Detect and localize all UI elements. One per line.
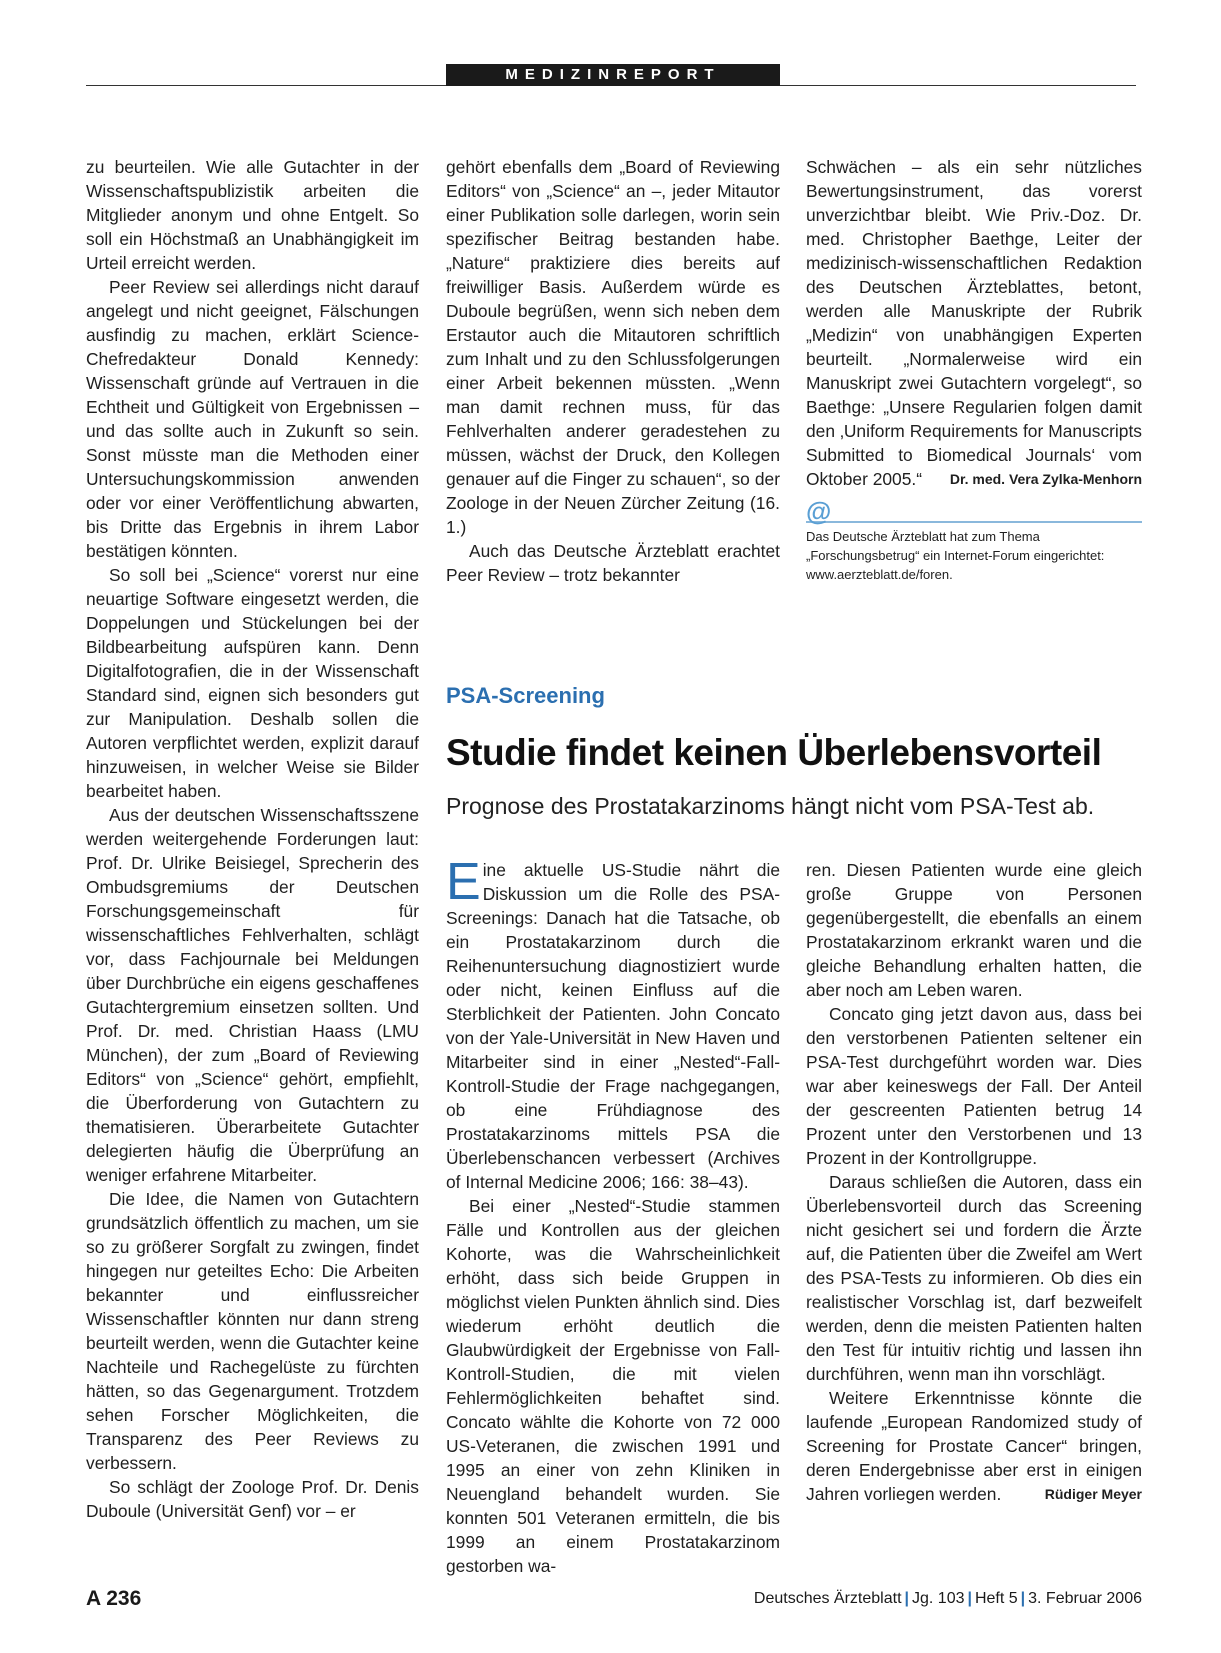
at-sign-icon: @ [806, 496, 832, 526]
column-2 [446, 155, 780, 587]
paragraph [446, 853, 780, 1194]
article-headline: Studie findet keinen Überlebensvorteil [446, 732, 1102, 773]
paragraph-text: Schwächen – als ein sehr nützliches Bewertungsinstrument, das vorerst unverzichtbar bleibt. Wie Priv.-Doz. Dr. med. Christopher Baethge, Leiter der medizinisch-wissenschaftlichen Redaktion des Deutschen Ärzteblattes, betont, werden alle Manuskripte der Rubrik „Medizin“ von unabhängigen Experten beurteilt. „Normalerweise wird ein Manuskript zwei Gutachtern vorgelegt“, so Baethge: „Unsere Regularien folgen damit den ‚Uniform Requirements for Manuscripts Submitted to Biomedical Journals‘ vom Oktober 2005.“ [806, 157, 1142, 489]
paragraph: Concato ging jetzt davon aus, dass bei den verstorbenen Patienten seltener ein PSA-Test durchgeführt worden war. Dies war aber keineswegs der Fall. Der Anteil der gescreenten Patienten betrug 14 Prozent unter den Verstorbenen und 13 Prozent in der Kontrollgruppe. [806, 1004, 1142, 1168]
journal-issue: Heft 5 [974, 1590, 1018, 1607]
paragraph [806, 1386, 1142, 1506]
divider [806, 521, 1142, 523]
paragraph: gehört ebenfalls dem „Board of Reviewing Editors“ von „Science“ an –, jeder Mitautor einer Publikation solle darlegen, worin sein spezifischer Beitrag bestanden habe. „Nature“ praktiziere dies bereits auf freiwilliger Basis. Außerdem würde es Duboule begrüßen, wenn sich neben dem Erstautor auch die Mitautoren schriftlich zum Inhalt und zu den Schlussfolgerungen einer Arbeit bekennen müssten. „Wenn man damit rechnen muss, für das Fehlverhalten anderer geradestehen zu müssen, wächst der Druck, den Kollegen genauer auf die Finger zu schauen“, so der Zoologe in der Neuen Zürcher Zeitung (16. 1.) [446, 157, 780, 537]
journal-date: 3. Februar 2006 [1028, 1590, 1142, 1607]
paragraph: zu beurteilen. Wie alle Gutachter in der Wissenschaftspublizistik arbeiten die Mitglieder anonym und ohne Entgelt. So soll ein Höchstmaß an Unabhängigkeit im Urteil erreicht werden. [86, 157, 419, 273]
paragraph-text: ine aktuelle US-Studie nährt die Diskussion um die Rolle des PSA-Screenings: Danach hat die Tatsache, ob ein Prostatakarzinom durch die Reihenuntersuchung diagnostiziert wurde oder nicht, keinen Einfluss auf die Sterblichkeit der Patienten. John Concato von der Yale-Universität in New Haven und Mitarbeiter sind in einer „Nested“-Fall-Kontroll-Studie der Frage nachgegangen, ob eine Frühdiagnose des Prostatakarzinoms mittels PSA die Überlebenschancen verbessert (Archives of Internal Medicine 2006; 166: 38–43). [446, 860, 780, 1192]
paragraph: ren. Diesen Patienten wurde eine gleich große Gruppe von Personen gegenübergestellt, die ebenfalls an einem Prostatakarzinom erkrankt waren und die gleiche Behandlung erhalten hatten, die aber noch am Leben waren. [806, 860, 1142, 1000]
separator: | [967, 1590, 972, 1607]
paragraph: Auch das Deutsche Ärzteblatt erachtet Peer Review – trotz bekannter [446, 541, 780, 585]
article-kicker: PSA-Screening [446, 683, 605, 708]
journal-name: Deutsches Ärzteblatt [753, 1590, 902, 1607]
paragraph: Aus der deutschen Wissenschaftsszene werden weitergehende Forderungen laut: Prof. Dr. Ulrike Beisiegel, Sprecherin des Ombudsgremiums der Deutschen Forschungsgemeinschaft für wissenschaftliches Fehlverhalten, schlägt vor, dass Fachjournale bei Meldungen über Durchbrüche ein eigens geschaffenes Gutachtergremium einsetzen sollten. Und Prof. Dr. med. Christian Haass (LMU München), der zum „Board of Reviewing Editors“ von „Science“ gehört, empfiehlt, die Überforderung von Gutachtern zu thematisieren. Überarbeitete Gutachter delegierten häufig die Überprüfung an weniger erfahrene Mitarbeiter. [86, 805, 419, 1185]
column-3 [806, 155, 1142, 584]
paragraph: Bei einer „Nested“-Studie stammen Fälle und Kontrollen aus der gleichen Kohorte, was die Wahrscheinlichkeit erhöht, dass sich beide Gruppen in möglichst vielen Punkten ähnlich sind. Dies wiederum erhöht deutlich die Glaubwürdigkeit der Ergebnisse von Fall-Kontroll-Studien, die mit vielen Fehlermöglichkeiten behaftet sind. Concato wählte die Kohorte von 72 000 US-Veteranen, die zwischen 1991 und 1995 an einer von zehn Kliniken in Neuengland behandelt wurden. Sie konnten 501 Veteranen ermitteln, die bis 1999 an einem Prostatakarzinom gestorben wa- [446, 1196, 780, 1576]
journal-footer [754, 1590, 1142, 1608]
paragraph [806, 155, 1142, 491]
article-column-2 [806, 858, 1142, 1506]
drop-cap: E [446, 853, 481, 911]
page-number: A 236 [86, 1587, 142, 1610]
paragraph: So soll bei „Science“ vorerst nur eine neuartige Software eingesetzt werden, die Doppelungen und Stückelungen bei der Bildbearbeitung aufspüren kann. Denn Digitalfotografien, die in der Wissenschaft Standard sind, eignen sich besonders gut zur Manipulation. Deshalb sollen die Autoren verpflichtet werden, explizit darauf hinzuweisen, in welcher Weise sie Bilder bearbeitet haben. [86, 565, 419, 801]
author-byline: Rüdiger Meyer [1044, 1486, 1142, 1502]
separator: | [904, 1590, 909, 1607]
article-column-1 [446, 853, 780, 1578]
forum-note: Das Deutsche Ärzteblatt hat zum Thema „Forschungsbetrug“ ein Internet-Forum eingerichtet: www.aerzteblatt.de/foren. [806, 529, 1105, 582]
journal-volume: Jg. 103 [912, 1590, 965, 1607]
paragraph: Daraus schließen die Autoren, dass ein Überlebensvorteil durch das Screening nicht gesichert sei und fordern die Ärzte auf, die Patienten über die Zweifel am Wert des PSA-Tests zu informieren. Ob dies ein realistischer Vorschlag ist, darf bezweifelt werden, denn die meisten Patienten halten den Test für intuitiv richtig und lassen ihn durchführen, wenn man ihn vorschlägt. [806, 1172, 1142, 1384]
paragraph-text: Weitere Erkenntnisse könnte die laufende „European Randomized study of Screening for Prostate Cancer“ bringen, deren Endergebnisse aber erst in einigen Jahren vorliegen werden. [806, 1388, 1142, 1504]
paragraph: Peer Review sei allerdings nicht darauf angelegt und nicht geeignet, Fälschungen ausfindig zu machen, erklärt Science-Chefredakteur Donald Kennedy: Wissenschaft gründe auf Vertrauen in die Echtheit und Gültigkeit von Ergebnissen – und das sollte auch in Zukunft so sein. Sonst müsste man die Methoden einer Untersuchungskommission anwenden oder vor einer Veröffentlichung abwarten, bis Dritte das Ergebnis in ihrem Labor bestätigen könnten. [86, 277, 419, 561]
author-byline: Dr. med. Vera Zylka-Menhorn [949, 471, 1142, 487]
article-subhead: Prognose des Prostatakarzinoms hängt nicht vom PSA-Test ab. [446, 793, 1095, 819]
paragraph: Die Idee, die Namen von Gutachtern grundsätzlich öffentlich zu machen, um sie so zu größerer Sorgfalt zu zwingen, findet hingegen nur geteiltes Echo: Die Arbeiten bekannter und einflussreicher Wissenschaftler könnten nur dann streng beurteilt werden, wenn die Gutachter keine Nachteile und Rachegelüste zu fürchten hätten, so das Gegenargument. Trotzdem sehen Forscher Möglichkeiten, die Transparenz des Peer Reviews zu verbessern. [86, 1189, 419, 1473]
separator: | [1020, 1590, 1026, 1607]
section-label: MEDIZINREPORT [446, 64, 780, 86]
column-1 [86, 155, 419, 1523]
paragraph: So schlägt der Zoologe Prof. Dr. Denis Duboule (Universität Genf) vor – er [86, 1477, 419, 1521]
